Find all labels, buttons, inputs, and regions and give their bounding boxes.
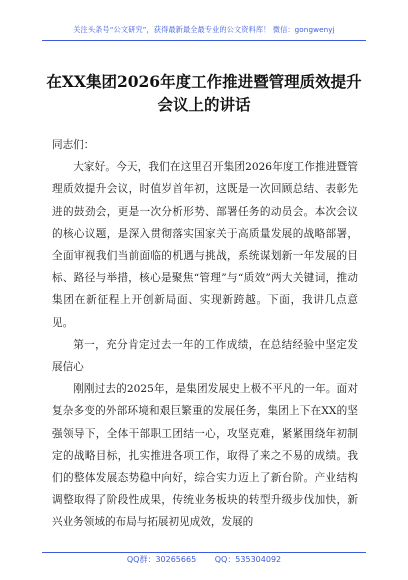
header-banner: 关注头条号“公文研究”，获得最新最全最专业的公文资料库！ 微信：gongwenyj [73, 25, 335, 34]
footer-qq: QQ：535304092 [214, 555, 282, 564]
paragraph-review: 刚刚过去的2025年，是集团发展史上极不平凡的一年。面对复杂多变的外部环境和艰巨繁重的发展任务，集团上下在XX的坚强领导下，全体干部职工团结一心，攻坚克难，紧紧围绕年初制定的战略目标，扎实推进各项工作，取得了来之不易的成绩。我们的整体发展态势稳中向好，综合实力迈上了新台阶。产业结构调整取得了阶段性成果，传统业务板块的转型升级步伐加快，新兴业务领域的布局与拓展初见成效，发展的 [52, 383, 358, 529]
salutation: 同志们： [52, 139, 95, 151]
footer-divider [42, 552, 366, 553]
paragraph-opening: 大家好。今天，我们在这里召开集团2026年度工作推进暨管理质效提升会议，时值岁首年初，这既是一次回顾总结、表彰先进的鼓劲会，更是一次分析形势、部署任务的动员会。本次会议的核心议题，是深入贯彻落实国家关于高质量发展的战略部署，全面审视我们当前面临的机遇与挑战，系统谋划新一年发展的目标、路径与举措，核心是聚焦“管理”与“质效”两大关键词，推动集团在新征程上开创新局面、实现新跨越。下面，我讲几点意见。 [52, 161, 358, 329]
header-divider [42, 40, 366, 41]
footer [0, 554, 408, 566]
footer-qq-group: QQ群：30265665 [126, 555, 197, 564]
document-body [52, 134, 358, 534]
document-title: 在XX集团2026年度工作推进暨管理质效提升会议上的讲话 [46, 72, 362, 114]
section-heading-1: 第一，充分肯定过去一年的工作成绩，在总结经验中坚定发展信心 [52, 338, 358, 374]
